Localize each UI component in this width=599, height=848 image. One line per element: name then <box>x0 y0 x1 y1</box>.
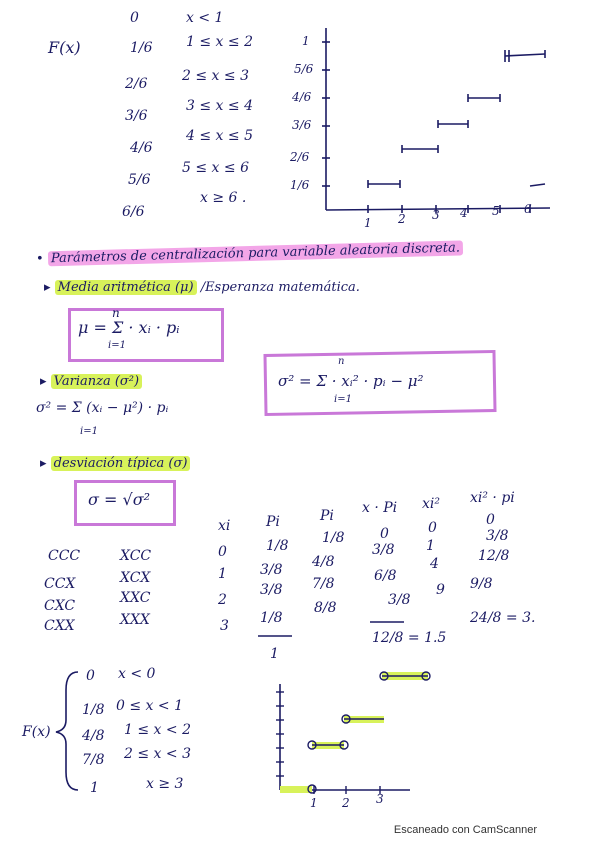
bottom-graph-x-label-2: 3 <box>376 792 384 806</box>
media-sum-bottom: i=1 <box>108 340 126 351</box>
outcome-b-3: XXX <box>120 612 150 628</box>
varianza-label: Varianza (σ²) <box>51 374 142 389</box>
top-graph-y-label-4: 2/6 <box>290 150 310 164</box>
bottom-cdf-val-1: 1/8 <box>82 702 105 718</box>
bottom-cdf-cond-3: 2 ≤ x < 3 <box>124 746 191 762</box>
table-sum-pi: 1 <box>270 646 279 662</box>
desviacion-line: ▸ desviación típica (σ) <box>40 456 190 471</box>
top-step-5 <box>505 54 545 56</box>
table-cell-3-5: 9/8 <box>470 576 493 592</box>
top-cdf-val-4: 4/6 <box>130 140 153 156</box>
bottom-cdf-cond-0: x < 0 <box>118 666 156 682</box>
table-header-xi2: xi² <box>422 496 440 512</box>
bottom-cdf-val-0: 0 <box>86 668 95 684</box>
table-cell-3-4: 9 <box>436 582 445 598</box>
top-graph-x-label-2: 3 <box>432 208 440 222</box>
bottom-cdf-cond-1: 0 ≤ x < 1 <box>116 698 183 714</box>
top-cdf-cond-6: x ≥ 6 . <box>200 190 247 206</box>
top-cdf-cond-4: 4 ≤ x ≤ 5 <box>186 128 253 144</box>
top-cdf-label: F(x) <box>48 38 81 57</box>
varianza-box-sum-bottom: i=1 <box>334 394 352 405</box>
bottom-cdf-val-2: 4/8 <box>82 728 105 744</box>
table-cell-0-1: 1/8 <box>266 538 289 554</box>
top-cdf-cond-5: 5 ≤ x ≤ 6 <box>182 160 249 176</box>
top-cdf-val-2: 2/6 <box>125 76 148 92</box>
top-cdf-val-3: 3/6 <box>125 108 148 124</box>
top-cdf-val-6: 6/6 <box>122 204 145 220</box>
table-cell-1-1: 3/8 <box>260 562 283 578</box>
table-header-pi: Pi <box>266 514 280 530</box>
bottom-step-graph <box>276 672 430 794</box>
varianza-formula-left: σ² = Σ (xᵢ − μ²) · pᵢ <box>36 400 169 416</box>
table-header-xpi: x · Pi <box>362 500 398 516</box>
top-graph-y-label-1: 5/6 <box>294 62 314 76</box>
outcome-b-1: XCX <box>120 570 151 586</box>
table-cell-2-0: 2 <box>218 592 227 608</box>
media-alt-label: /Esperanza matemática. <box>200 280 360 295</box>
table-cell-2-2: 7/8 <box>312 576 335 592</box>
table-cell-2-1: 3/8 <box>260 582 283 598</box>
table-cell-3-0: 3 <box>220 618 229 634</box>
table-cell-3-3: 3/8 <box>388 592 411 608</box>
top-cdf-cond-2: 2 ≤ x ≤ 3 <box>182 68 249 84</box>
table-sum-xpi: 12/8 = 1.5 <box>372 630 447 646</box>
table-cell-1-0: 1 <box>218 566 227 582</box>
bottom-graph-x-label-1: 2 <box>342 796 350 810</box>
section-heading-text: Parámetros de centralización para variable aleatoria discreta. <box>48 240 463 266</box>
section-heading: • Parámetros de centralización para variable aleatoria discreta. <box>36 240 463 266</box>
top-cdf-val-1: 1/6 <box>130 40 153 56</box>
table-cell-2-4: 4 <box>430 556 439 572</box>
bottom-step-0 <box>280 786 312 793</box>
varianza-line: ▸ Varianza (σ²) <box>40 374 142 389</box>
outcome-a-1: CCX <box>44 576 76 592</box>
varianza-formula-box-text: σ² = Σ · xᵢ² · pᵢ − μ² <box>278 372 424 390</box>
bottom-cdf-val-3: 7/8 <box>82 752 105 768</box>
table-cell-1-3: 3/8 <box>372 542 395 558</box>
bottom-cdf-brace <box>56 672 78 790</box>
table-cell-0-5: 0 <box>486 512 495 528</box>
table-cell-3-2: 8/8 <box>314 600 337 616</box>
top-graph-x-label-0: 1 <box>364 216 372 230</box>
bottom-cdf-cond-2: 1 ≤ x < 2 <box>124 722 191 738</box>
top-cdf-val-5: 5/6 <box>128 172 151 188</box>
top-graph-y-label-0: 1 <box>302 34 310 48</box>
bottom-graph-x-label-0: 1 <box>310 796 318 810</box>
top-graph-x-label-1: 2 <box>398 212 406 226</box>
table-cell-0-3: 0 <box>380 526 389 542</box>
top-graph-y-label-5: 1/6 <box>290 178 310 192</box>
top-graph-x-label-3: 4 <box>460 206 468 220</box>
outcome-b-0: XCC <box>120 548 152 564</box>
top-graph-x-label-4: 5 <box>492 204 500 218</box>
table-cell-0-4: 0 <box>428 520 437 536</box>
outcome-a-0: CCC <box>48 548 81 564</box>
media-sum-top: n <box>112 306 120 320</box>
media-label: Media aritmética (μ) <box>55 280 197 295</box>
varianza-box-sum-top: n <box>338 356 345 367</box>
top-graph-y-label-2: 4/6 <box>292 90 312 104</box>
bottom-cdf-val-4: 1 <box>90 780 99 796</box>
bottom-cdf-label: F(x) <box>22 724 51 740</box>
outcome-b-2: XXC <box>120 590 151 606</box>
bottom-cdf-cond-4: x ≥ 3 <box>146 776 184 792</box>
table-cell-0-0: 0 <box>218 544 227 560</box>
outcome-a-2: CXC <box>44 598 76 614</box>
top-cdf-cond-1: 1 ≤ x ≤ 2 <box>186 34 253 50</box>
top-graph-x-label-5: 6 <box>524 202 532 216</box>
scanner-watermark: Escaneado con CamScanner <box>393 824 537 836</box>
table-cell-3-1: 1/8 <box>260 610 283 626</box>
top-cdf-cond-3: 3 ≤ x ≤ 4 <box>186 98 253 114</box>
table-header-pi-cum: Pi <box>320 508 334 524</box>
table-header-xi2pi: xi² · pi <box>470 490 515 506</box>
table-cell-2-5: 12/8 <box>478 548 510 564</box>
top-graph-y-label-3: 3/6 <box>292 118 312 132</box>
top-cdf-val-0: 0 <box>130 10 139 26</box>
table-cell-2-3: 6/8 <box>374 568 397 584</box>
outcome-a-3: CXX <box>44 618 75 634</box>
desviacion-formula: σ = √σ² <box>88 490 151 509</box>
media-line: ▸ Media aritmética (μ) /Esperanza matemática. <box>44 280 360 295</box>
table-cell-0-2: 1/8 <box>322 530 345 546</box>
desviacion-label: desviación típica (σ) <box>51 456 191 471</box>
top-step-graph <box>322 28 550 213</box>
table-header-xi: xi <box>218 518 231 534</box>
table-cell-1-4: 1 <box>426 538 435 554</box>
media-formula: μ = Σ · xᵢ · pᵢ <box>78 318 180 337</box>
varianza-sum-bottom: i=1 <box>80 426 98 437</box>
table-cell-1-5: 3/8 <box>486 528 509 544</box>
top-cdf-cond-0: x < 1 <box>186 10 224 26</box>
table-cell-1-2: 4/8 <box>312 554 335 570</box>
table-sum-x2pi: 24/8 = 3. <box>470 610 536 626</box>
